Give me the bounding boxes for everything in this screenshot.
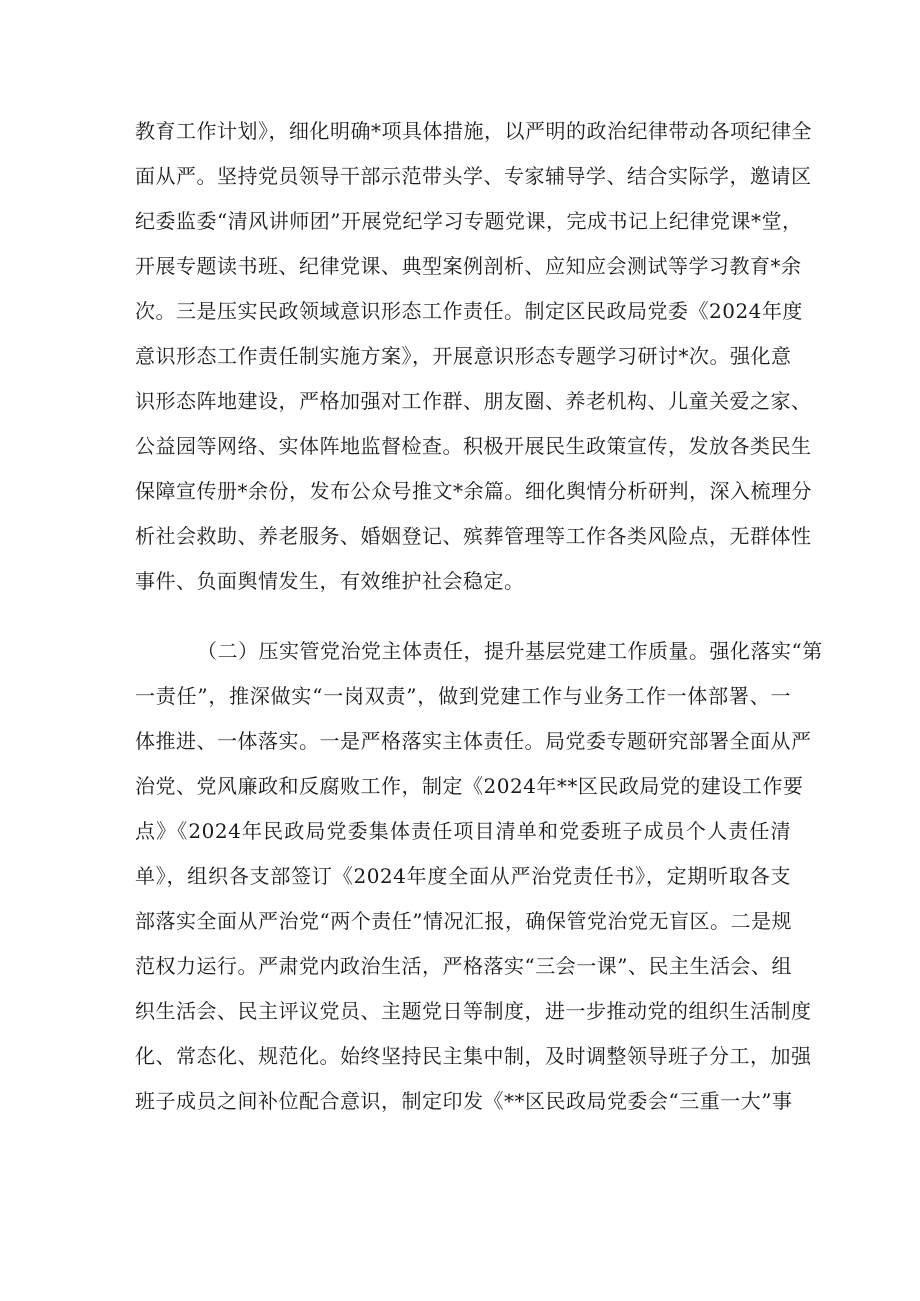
text-line: 治党、党风廉政和反腐败工作，制定《2024年**区民政局党的建设工作要 xyxy=(135,774,804,798)
text-line: 单》，组织各支部签订《2024年度全面从严治党责任书》，定期听取各支 xyxy=(135,864,791,888)
text-line: （二）压实管党治党主体责任，提升基层党建工作质量。强化落实“第 xyxy=(197,639,823,663)
text-line: 班子成员之间补位配合意识，制定印发《**区民政局党委会“三重一大”事 xyxy=(135,1089,793,1113)
document-body xyxy=(135,109,823,1124)
paragraph-2 xyxy=(135,629,823,1124)
text-line: 化、常态化、规范化。始终坚持民主集中制，及时调整领导班子分工，加强 xyxy=(135,1044,812,1068)
text-line: 公益园等网络、实体阵地监督检查。积极开展民生政策宣传，发放各类民生 xyxy=(135,434,812,458)
text-line: 纪委监委“清风讲师团”开展党纪学习专题党课，完成书记上纪律党课*堂， xyxy=(135,209,803,233)
text-line: 范权力运行。严肃党内政治生活，严格落实“三会一课”、民主生活会、组 xyxy=(135,954,792,978)
text-line: 开展专题读书班、纪律党课、典型案例剖析、应知应会测试等学习教育*余 xyxy=(135,254,802,278)
paragraph-spacer xyxy=(135,604,791,629)
text-line: 面从严。坚持党员领导干部示范带头学、专家辅导学、结合实际学，邀请区 xyxy=(135,164,812,188)
text-line: 意识形态工作责任制实施方案》，开展意识形态专题学习研讨*次。强化意 xyxy=(135,344,792,368)
text-line: 事件、负面舆情发生，有效维护社会稳定。 xyxy=(135,569,525,593)
text-line: 次。三是压实民政领域意识形态工作责任。制定区民政局党委《2024年度 xyxy=(135,299,803,323)
text-line: 教育工作计划》，细化明确*项具体措施，以严明的政治纪律带动各项纪律全 xyxy=(135,119,812,143)
text-line: 点》《2024年民政局党委集体责任项目清单和党委班子成员个人责任清 xyxy=(135,819,791,843)
paragraph-1 xyxy=(135,109,812,604)
text-line: 一责任”，推深做实“一岗双责”，做到党建工作与业务工作一体部署、一 xyxy=(135,684,791,708)
text-line: 体推进、一体落实。一是严格落实主体责任。局党委专题研究部署全面从严 xyxy=(135,729,812,753)
text-line: 部落实全面从严治党“两个责任”情况汇报，确保管党治党无盲区。二是规 xyxy=(135,909,792,933)
text-line: 识形态阵地建设，严格加强对工作群、朋友圈、养老机构、儿童关爱之家、 xyxy=(135,389,812,413)
text-line: 织生活会、民主评议党员、主题党日等制度，进一步推动党的组织生活制度 xyxy=(135,999,812,1023)
text-line: 保障宣传册*余份，发布公众号推文*余篇。细化舆情分析研判，深入梳理分 xyxy=(135,479,812,503)
text-line: 析社会救助、养老服务、婚姻登记、殡葬管理等工作各类风险点，无群体性 xyxy=(135,524,812,548)
